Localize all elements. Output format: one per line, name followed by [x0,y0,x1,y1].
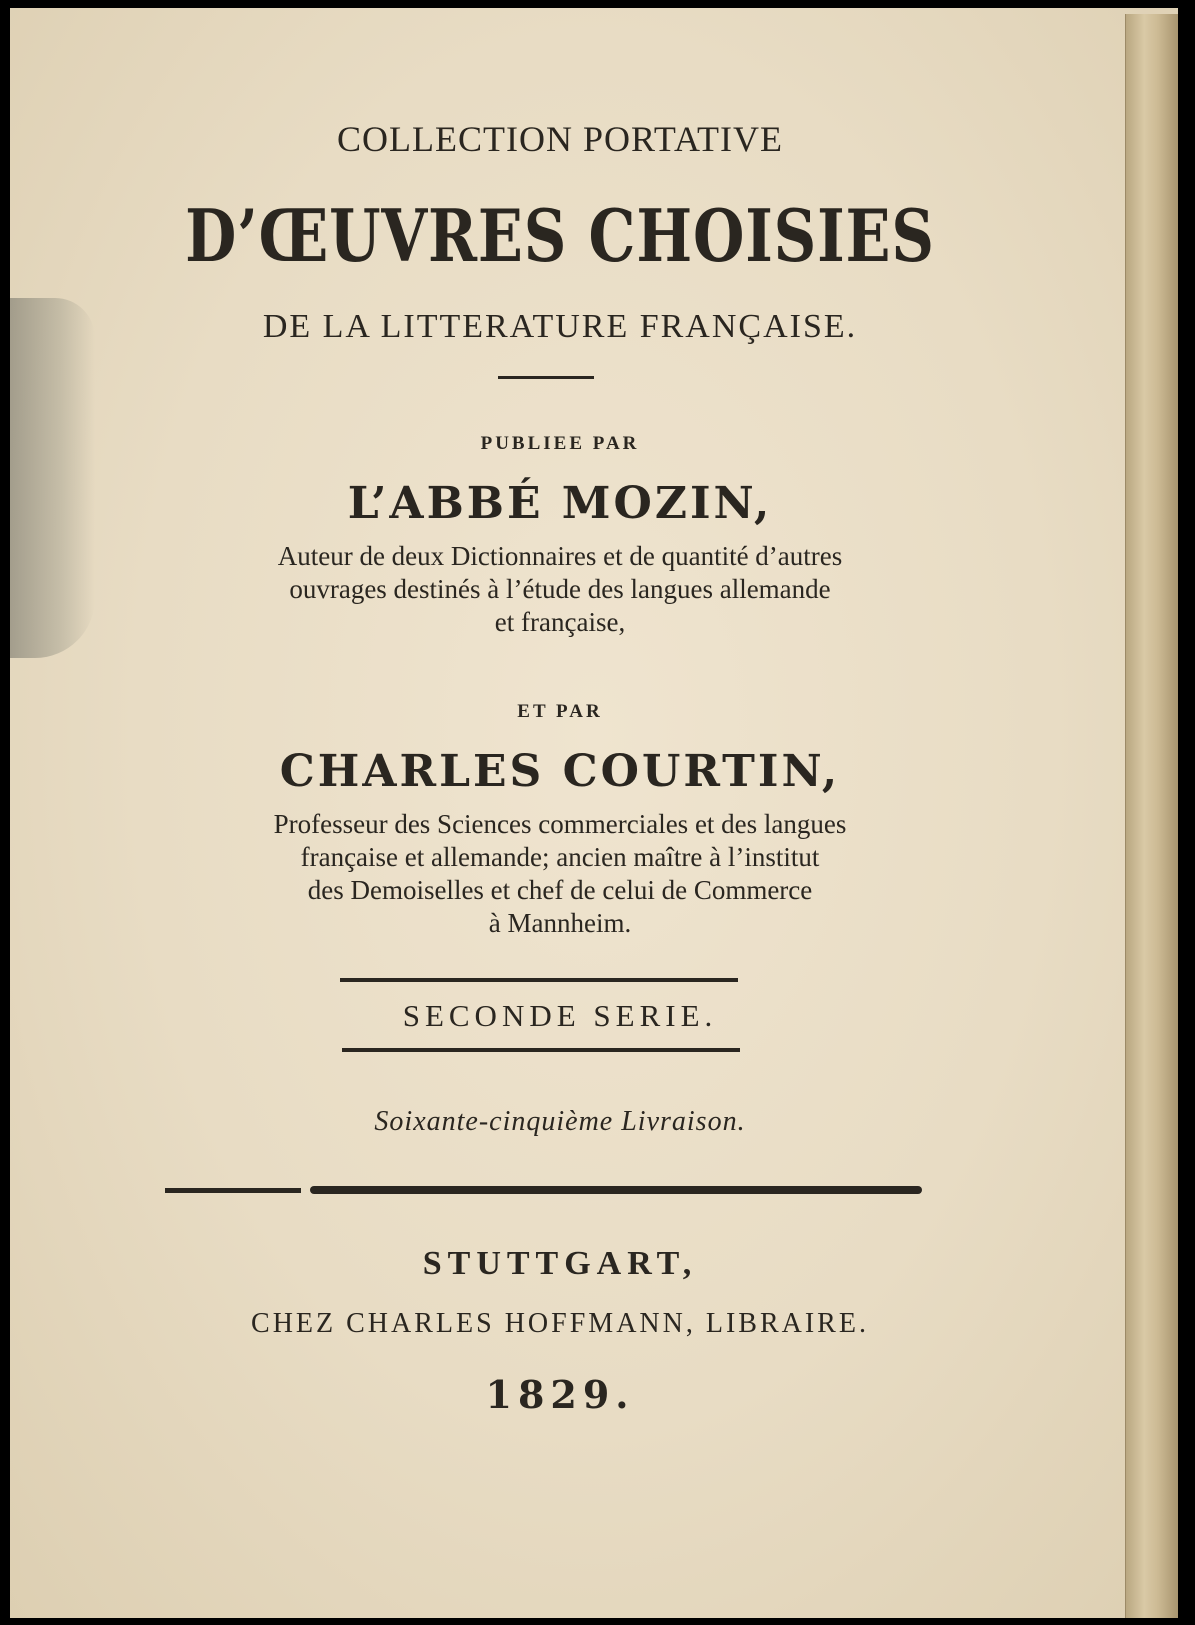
imprint-publisher: CHEZ CHARLES HOFFMANN, LIBRAIRE. [251,1308,869,1339]
author1-desc-line: Auteur de deux Dictionnaires et de quantité d’autres [277,541,843,571]
short-divider [498,376,594,379]
author2-name: CHARLES COURTIN, [279,746,841,797]
imprint-year: 1829. [485,1372,635,1417]
series-rule-top [340,978,738,982]
page-edge [1125,14,1178,1618]
series-label: SECONDE SERIE. [402,998,718,1033]
author2-desc-line: Professeur des Sciences commerciales et des langues [273,809,847,839]
author1-desc-line: et française, [494,607,626,637]
imprint-city: STUTTGART, [422,1245,698,1282]
main-title: D’ŒUVRES CHOISIES [185,193,935,278]
author1-desc-line: ouvrages destinés à l’étude des langues allemande [289,574,831,604]
and-by-label: ET PAR [517,701,603,722]
collection-heading: COLLECTION PORTATIVE [337,119,783,159]
thick-rule-right [310,1186,922,1194]
series-rule-bottom [342,1048,740,1052]
author2-desc-line: française et allemande; ancien maître à l’institut [300,842,820,872]
thick-rule-left [165,1188,301,1193]
published-by-label: PUBLIEE PAR [480,433,640,454]
title-page-content [10,8,1110,1618]
subtitle: DE LA LITTERATURE FRANÇAISE. [262,308,858,345]
installment-label: Soixante-cinquième Livraison. [374,1106,746,1137]
author2-desc-line: à Mannheim. [488,908,632,938]
author2-desc-line: des Demoiselles et chef de celui de Commerce [307,875,813,905]
author1-name: L’ABBÉ MOZIN, [347,478,773,529]
